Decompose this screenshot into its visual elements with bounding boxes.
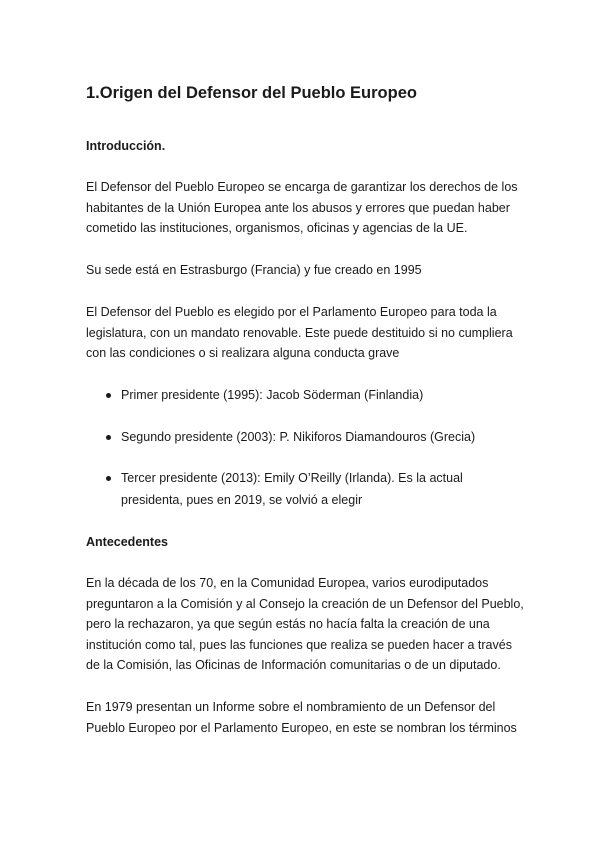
paragraph-line: Su sede está en Estrasburgo (Francia) y fue creado en 1995 [86, 263, 422, 277]
paragraph-line: preguntaron a la Comisión y al Consejo la creación de un Defensor del Pueblo, [86, 596, 524, 611]
paragraph-intro-2 [86, 260, 526, 281]
paragraph-line: de la Comisión, las Oficinas de Información comunitarias o de un diputado. [86, 658, 501, 672]
document-title: 1.Origen del Defensor del Pueblo Europeo [86, 84, 417, 102]
section-heading-introduccion: Introducción. [86, 139, 166, 153]
paragraph-line: El Defensor del Pueblo Europeo se encarga de garantizar los derechos de los [86, 180, 518, 194]
paragraph-line: legislatura, con un mandato renovable. Este puede destituido si no cumpliera [86, 325, 513, 340]
paragraph-intro-3 [86, 302, 526, 364]
bullet-text [121, 427, 475, 449]
paragraph-line: cometido las instituciones, organismos, oficinas y agencias de la UE. [86, 221, 468, 235]
paragraph-line: institución como tal, pues las funciones que realiza se pueden hacer a través [86, 637, 512, 652]
paragraph-line: En 1979 presentan un Informe sobre el nombramiento de un Defensor del [86, 700, 496, 714]
bullet-line: Primer presidente (1995): Jacob Söderman (Finlandia) [121, 388, 424, 402]
paragraph-line: Pueblo Europeo por el Parlamento Europeo, en este se nombran los términos [86, 720, 517, 735]
bullet-dot-icon [106, 476, 111, 481]
paragraph-intro-1 [86, 177, 526, 239]
bullet-dot-icon [106, 393, 111, 398]
bullet-text [121, 385, 423, 407]
bullet-dot-icon [106, 435, 111, 440]
paragraph-line: con las condiciones o si realizara alguna conducta grave [86, 346, 400, 360]
bullet-line: presidenta, pues en 2019, se volvió a elegir [121, 492, 363, 507]
paragraph-antecedentes-2 [86, 697, 526, 738]
paragraph-line: El Defensor del Pueblo es elegido por el Parlamento Europeo para toda la [86, 305, 497, 319]
bullet-text [121, 468, 463, 511]
paragraph-line: En la década de los 70, en la Comunidad Europea, varios eurodiputados [86, 576, 489, 590]
paragraph-antecedentes-1 [86, 573, 526, 676]
bullet-line: Tercer presidente (2013): Emily O’Reilly (Irlanda). Es la actual [121, 471, 463, 485]
section-heading-antecedentes: Antecedentes [86, 535, 168, 549]
paragraph-line: habitantes de la Unión Europea ante los abusos y errores que puedan haber [86, 200, 510, 215]
paragraph-line: pero la rechazaron, ya que según estás no hacía falta la creación de una [86, 617, 490, 631]
bullet-line: Segundo presidente (2003): P. Nikiforos Diamandouros (Grecia) [121, 430, 476, 444]
